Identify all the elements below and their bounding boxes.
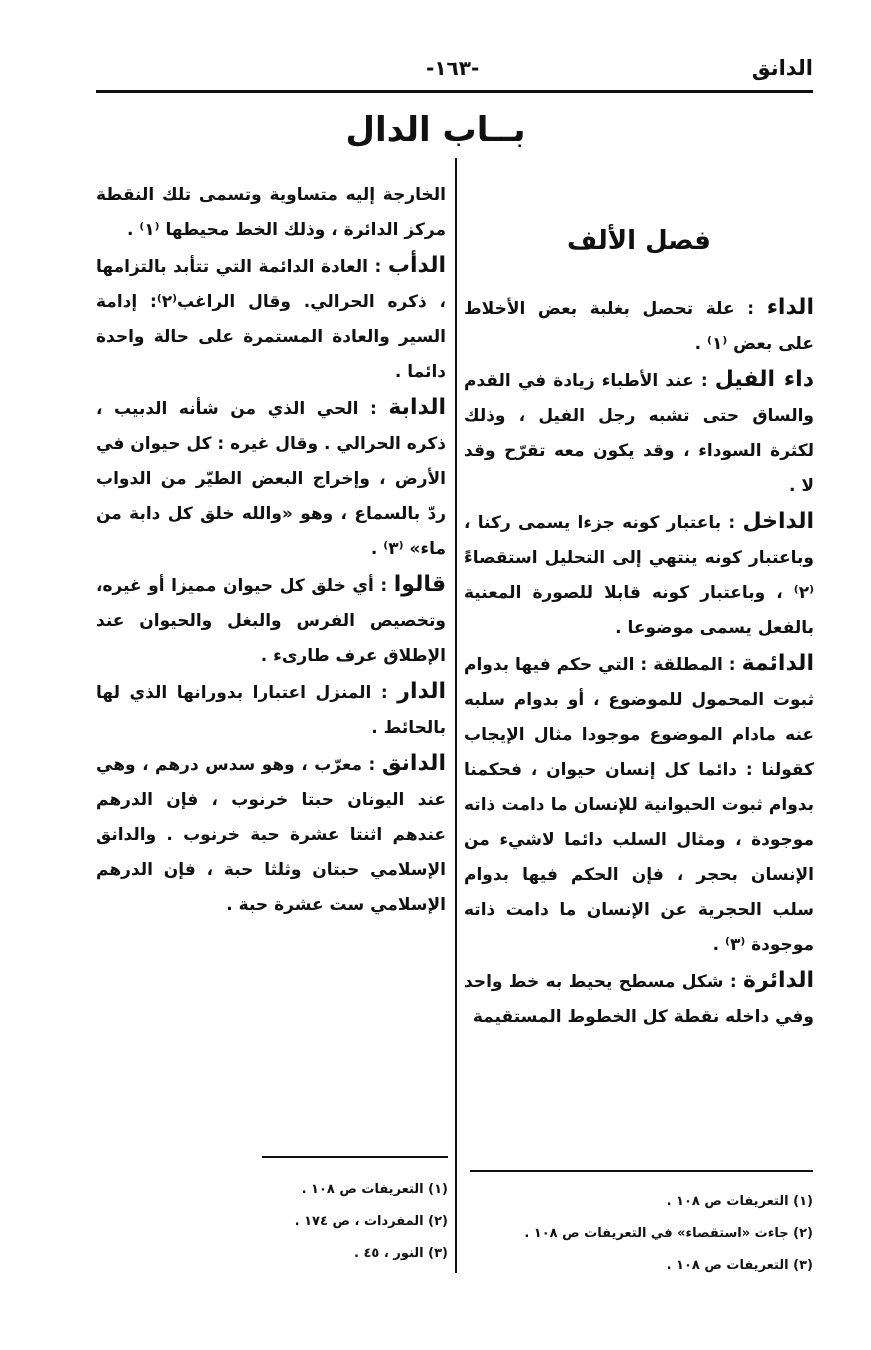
entry-separator: : — [693, 371, 715, 391]
continuation-text: الخارجة إليه متساوية وتسمى تلك النقطة مركز الدائرة ، وذلك الخط محيطها ⁽١⁾ . — [96, 185, 446, 240]
entry-term: الدانق — [381, 751, 446, 776]
entry-text: الحي الذي من شأنه الدبيب ، ذكره الحرالي . وقال غيره : كل حيوان في الأرض ، وإخراج البعض الطيّر من الدواب ردّ بالسماع ، وهو «والله خلق كل دابة من ماء» ⁽٣⁾ . — [96, 399, 446, 559]
footnote: (٢) المفردات ، ص ١٧٤ . — [294, 1214, 448, 1229]
entry-al-daima — [464, 646, 814, 963]
entry-separator: : — [373, 576, 394, 596]
entry-term: قالوا — [393, 572, 446, 597]
running-headword: الدانق — [751, 56, 813, 80]
entry-text: العادة الدائمة التي تتأبد بالتزامها ، ذكره الحرالي. وقال الراغب⁽٢⁾: إدامة السير والعادة المستمرة على حالة واحدة دائما . — [96, 257, 447, 382]
entry-term: الدار — [397, 679, 446, 704]
entry-text: المطلقة : التي حكم فيها بدوام ثبوت المحمول للموضوع ، أو بدوام سلبه عنه مادام الموضوع موجودا مثال الإيجاب كقولنا : دائما كل إنسان حيوان ، فحكمنا بدوام ثبوت الحيوانية للإنسان ما دامت ذاته موجودة ، ومثال السلب دائما لاشيء من الإنسان بحجر ، فإن الحكم فيها بدوام سلب الحجرية عن الإنسان ما دامت ذاته موجودة ⁽٣⁾ . — [464, 655, 814, 955]
entry-term: الداخل — [742, 509, 814, 534]
footnote: (٣) التعريفات ص ١٠٨ . — [666, 1258, 813, 1273]
section-title: فصل الألف — [567, 226, 711, 256]
entry-al-dakhil — [464, 504, 814, 646]
entry-al-dar — [96, 674, 446, 746]
entry-term: الدابة — [388, 395, 446, 420]
entry-separator: : — [721, 513, 743, 533]
entry-separator: : — [358, 399, 389, 419]
entry-separator: : — [367, 257, 388, 277]
entry-text: معرّب ، وهو سدس درهم ، وهي عند اليونان حبتا خرنوب ، فإن الدرهم عندهم اثنتا عشرة حبة خرنوب . والدانق الإسلامي حبتان وثلثا حبة ، فإن الدرهم الإسلامي ست عشرة حبة . — [96, 755, 446, 915]
entry-al-daira — [464, 963, 814, 1035]
footnote: (١) التعريفات ص ١٠٨ . — [666, 1194, 813, 1209]
footnote: (٣) النور ، ٤٥ . — [354, 1246, 448, 1261]
entry-term: داء الفيل — [714, 367, 814, 392]
page-number: -١٦٣- — [426, 56, 480, 80]
left-column — [96, 178, 446, 923]
entry-term: الدأب — [387, 253, 447, 278]
entry-separator: : — [734, 299, 767, 319]
entry-qalu — [96, 567, 446, 674]
right-column — [464, 222, 814, 1035]
entry-text: شكل مسطح يحيط به خط واحد وفي داخله نقطة كل الخطوط المستقيمة — [464, 972, 814, 1027]
entry-term: الدائرة — [743, 968, 814, 993]
footnote: (٢) جاءت «استقصاء» في التعريفات ص ١٠٨ . — [524, 1226, 813, 1241]
entry-al-dabba — [96, 390, 446, 567]
entry-al-daniq — [96, 746, 446, 923]
entry-text: علة تحصل بغلبة بعض الأخلاط على بعض ⁽١⁾ . — [464, 299, 814, 354]
right-footnotes — [470, 1170, 813, 1282]
entry-text: عند الأطباء زيادة في القدم والساق حتى تشبه رجل الفيل ، وذلك لكثرة السوداء ، وقد يكون معه تقرّح وقد لا . — [464, 371, 814, 496]
entry-text: باعتبار كونه جزءا يسمى ركنا ، وباعتبار كونه ينتهي إلى التحليل استقصاءً ⁽٢⁾ ، وباعتبار كونه قابلا للصورة المعنية بالفعل يسمى موضوعا . — [464, 513, 814, 638]
entry-text: أي خلق كل حيوان مميزا أو غيره، وتخصيص الفرس والبغل والحيوان عند الإطلاق عرف طارىء . — [96, 576, 446, 666]
entry-term: الداء — [766, 295, 814, 320]
entry-al-daab — [96, 248, 446, 390]
chapter-title: بــاب الدال — [345, 110, 526, 150]
left-footnotes — [262, 1156, 448, 1270]
entry-term: الدائمة — [741, 651, 814, 676]
entry-separator: : — [723, 972, 744, 992]
entry-separator: : — [722, 655, 742, 675]
entry-separator: : — [362, 755, 382, 775]
entry-daa-al-fil — [464, 362, 814, 504]
column-divider — [455, 158, 457, 1273]
entry-text: المنزل اعتبارا بدورانها الذي لها بالحائط . — [96, 683, 446, 738]
running-header — [96, 54, 813, 93]
entry-separator: : — [371, 683, 398, 703]
entry-al-daa — [464, 290, 814, 362]
entry-continuation — [96, 178, 446, 248]
footnote: (١) التعريفات ص ١٠٨ . — [301, 1182, 448, 1197]
